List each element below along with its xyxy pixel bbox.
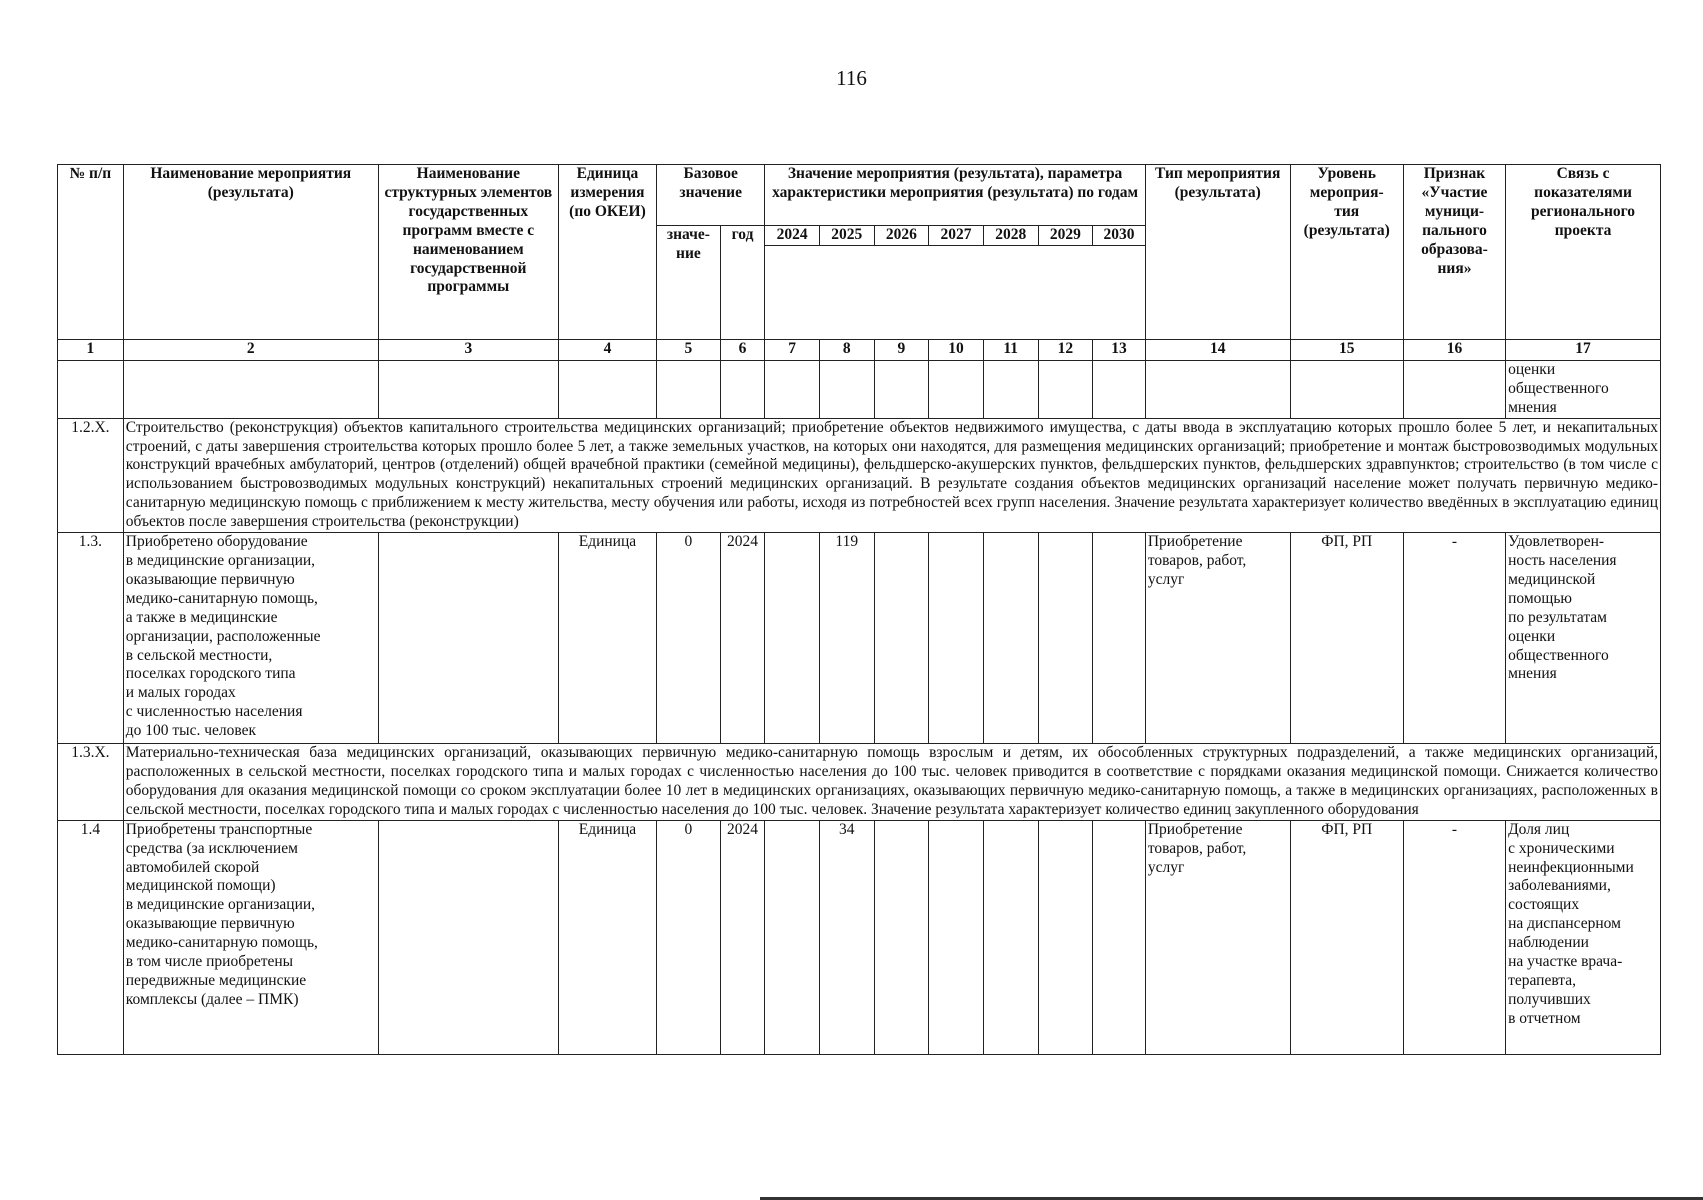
header-name: Наименование мероприятия (результата) [123,165,378,340]
header-unit: Единица измерения (по ОКЕИ) [558,165,656,340]
results-table [57,164,1661,1055]
cell-link: Удовлетворен- ность населения медицинской помощью по результатам оценки общественного мнения [1506,533,1661,744]
header-base: Базовое значение [657,165,765,226]
table-row-1-3-x [58,744,1661,821]
cell-municipal: - [1403,533,1505,744]
cell-value-2025: 34 [819,820,874,1054]
cell-value-2025: 119 [819,533,874,744]
header-year: 2024 [765,226,820,246]
column-number: 6 [720,339,765,360]
header-years-group: Значение мероприятия (результата), параметра характеристики мероприятия (результата) по годам [765,165,1146,226]
header-year: 2030 [1093,226,1146,246]
column-number: 4 [558,339,656,360]
cell-num: 1.4 [58,820,124,1054]
column-number: 7 [765,339,820,360]
column-number: 12 [1038,339,1093,360]
column-number: 3 [378,339,558,360]
column-number: 14 [1145,339,1290,360]
cell-level: ФП, РП [1290,533,1403,744]
column-number: 17 [1506,339,1661,360]
header-num: № п/п [58,165,124,340]
header-year: 2028 [983,226,1038,246]
cell-municipal: - [1403,820,1505,1054]
cell-level: ФП, РП [1290,820,1403,1054]
header-link: Связь с показателями регионального проекта [1506,165,1661,340]
cell-base-year: 2024 [720,533,765,744]
cell-name: Приобретено оборудование в медицинские организации, оказывающие первичную медико-санитарную помощь, а также в медицинские организации, расположенные в сельской местности, поселках городского типа и малых городах с численностью населения до 100 тыс. человек [123,533,378,744]
table-row-1-4 [58,820,1661,1054]
cell-unit: Единица [558,820,656,1054]
column-number: 1 [58,339,124,360]
header-year: 2027 [929,226,984,246]
cell-base-year: 2024 [720,820,765,1054]
header-structural-elements: Наименование структурных элементов государственных программ вместе с наименованием государственной программы [378,165,558,340]
column-numbers-row [58,339,1661,360]
page-number: 116 [836,66,867,90]
cell-unit: Единица [558,533,656,744]
column-number: 15 [1290,339,1403,360]
table-row-continuation [58,360,1661,418]
column-number: 16 [1403,339,1505,360]
column-number: 11 [983,339,1038,360]
column-number: 13 [1093,339,1146,360]
header-year: 2029 [1038,226,1093,246]
cell-link: Доля лиц с хроническими неинфекционными заболеваниями, состоящих на диспансерном наблюдении на участке врача- терапевта, получивших в отчетном [1506,820,1661,1054]
column-number: 10 [929,339,984,360]
column-number: 5 [657,339,721,360]
cell-base-value: 0 [657,533,721,744]
column-number: 2 [123,339,378,360]
cell-name: Приобретены транспортные средства (за исключением автомобилей скорой медицинской помощи) в медицинские организации, оказывающие первичную медико-санитарную помощь, в том числе приобретены передвижные медицинские комплексы (далее – ПМК) [123,820,378,1054]
cell-description: Материально-техническая база медицинских организаций, оказывающих первичную медико-санитарную помощь взрослым и детям, их обособленных структурных подразделений, а также медицинских организаций, расположенных в сельской местности, поселках городского типа и малых городах с численностью населения до 100 тыс. человек приводится в соответствие с порядками оказания медицинской помощи. Снижается количество оборудования для оказания медицинской помощи со сроком эксплуатации более 10 лет в медицинских организациях, оказывающих первичную медико-санитарную помощь, а также в медицинских организациях, расположенных в сельской местности, поселках городского типа и малых городах с численностью населения до 100 тыс. человек. Значение результата характеризует количество единиц закупленного оборудования [123,744,1660,821]
header-base-year: год [720,226,765,340]
cell-type: Приобретение товаров, работ, услуг [1145,533,1290,744]
table-row-1-2-x [58,418,1661,532]
cell-base-value: 0 [657,820,721,1054]
header-year: 2026 [874,226,929,246]
header-type: Тип мероприятия (результата) [1145,165,1290,340]
table-row-1-3 [58,533,1661,744]
cell-num: 1.3.Х. [58,744,124,821]
header-municipal: Признак «Участие муници- пального образова- ния» [1403,165,1505,340]
cell-num: 1.2.Х. [58,418,124,532]
cell-num: 1.3. [58,533,124,744]
header-year: 2025 [819,226,874,246]
cell-link: оценки общественного мнения [1506,360,1661,418]
column-number: 8 [819,339,874,360]
cell-description: Строительство (реконструкция) объектов капитального строительства медицинских организаций; приобретение объектов недвижимого имущества, с даты ввода в эксплуатацию которых прошло более 5 лет, и некапитальных строений, с даты завершения строительства которых прошло более 5 лет, а также земельных участков, на которых они находятся, для размещения медицинских организаций; приобретение и монтаж быстровозводимых модульных конструкций врачебных амбулаторий, центров (отделений) общей врачебной практики (семейной медицины), фельдшерско-акушерских пунктов, фельдшерских пунктов, фельдшерских здравпунктов; строительство (в том числе с использованием быстровозводимых модульных конструкций) некапитальных строений медицинских организаций. В результате создания объектов медицинских организаций население может получать первичную медико-санитарную медицинскую помощь с приближением к месту жительства, месту обучения или работы, исходя из потребностей всех групп населения. Значение результата характеризует количество введённых в эксплуатацию единиц объектов после завершения строительства (реконструкции) [123,418,1660,532]
cell-type: Приобретение товаров, работ, услуг [1145,820,1290,1054]
column-number: 9 [874,339,929,360]
header-level: Уровень мероприя- тия (результата) [1290,165,1403,340]
header-base-value: значе- ние [657,226,721,340]
